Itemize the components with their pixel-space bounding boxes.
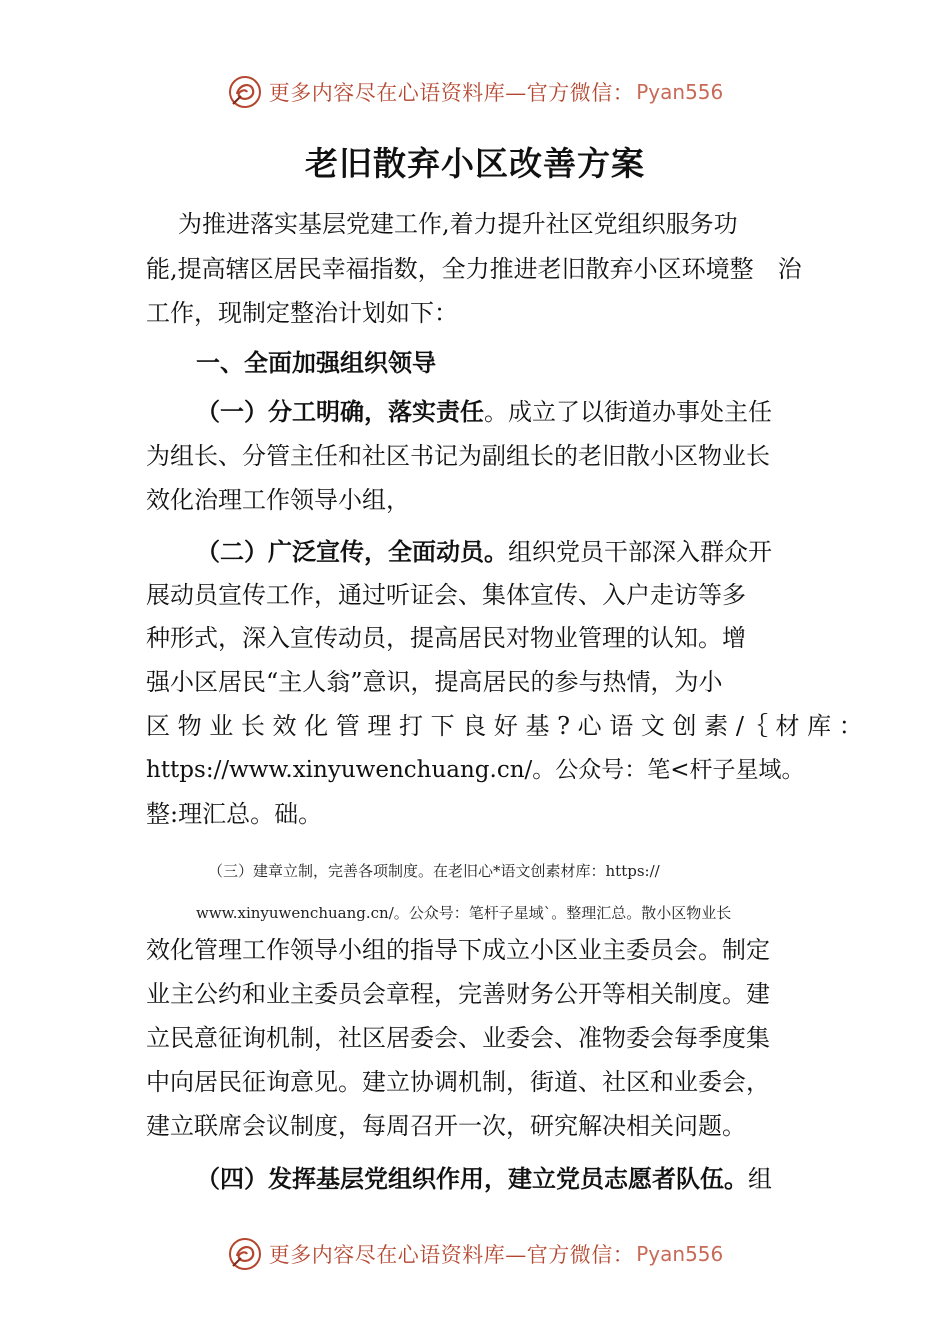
item-2-line-7: 整:理汇总。础。 — [146, 800, 323, 828]
item-2-line-2: 展动员宣传工作，通过听证会、集体宣传、入户走访等多 — [146, 581, 746, 609]
footer-banner — [0, 1232, 950, 1276]
item-2-line-1 — [196, 536, 772, 568]
item-2-text: 组织党员干部深入群众开 — [508, 538, 772, 566]
rose-logo-icon — [227, 74, 263, 110]
document-title: 老旧散弃小区改善方案 — [305, 144, 645, 183]
item-1-line-2: 为组长、分管主任和社区书记为副组长的老旧散小区物业长 — [146, 442, 770, 470]
item-4-line-1 — [196, 1163, 772, 1195]
item-2-line-6: https://www.xinyuwenchuang.cn/。公众号：笔<杆子星域。 — [146, 757, 805, 783]
rose-logo-icon — [227, 1236, 263, 1272]
item-2-line-5: 区 物 业 长 效 化 管 理 打 下 良 好 基 ? 心 语 文 创 素 /｛ 材 库 ： — [146, 712, 863, 740]
item-2-line-4: 强小区居民“主人翁”意识，提高居民的参与热情，为小 — [146, 668, 723, 696]
item-4-label: （四）发挥基层党组织作用，建立党员志愿者队伍。 — [196, 1165, 748, 1193]
banner-text: 更多内容尽在心语资料库—官方微信： — [268, 81, 635, 105]
item-3-line-4: 中向居民征询意见。建立协调机制，街道、社区和业委会， — [146, 1068, 770, 1096]
item-3-line-5: 建立联席会议制度，每周召开一次，研究解决相关问题。 — [146, 1112, 746, 1140]
intro-line-1: 为推进落实基层党建工作,着力提升社区党组织服务功 — [178, 210, 738, 238]
wechat-id: Pyan556 — [636, 80, 724, 104]
intro-line-3: 工作，现制定整治计划如下： — [146, 299, 458, 327]
item-2-line-3: 种形式，深入宣传动员，提高居民对物业管理的认知。增 — [146, 624, 746, 652]
item-3-line-1: 效化管理工作领导小组的指导下成立小区业主委员会。制定 — [146, 936, 770, 964]
item-1-line-1 — [196, 396, 772, 428]
header-banner — [0, 70, 950, 114]
item-3-line-2: 业主公约和业主委员会章程，完善财务公开等相关制度。建 — [146, 980, 770, 1008]
item-3-small-line-2: www.xinyuwenchuang.cn/。公众号：笔杆子星域`。整理汇总。散小区物业长 — [196, 904, 732, 922]
section-1-heading: 一、全面加强组织领导 — [196, 349, 436, 377]
item-3-line-3: 立民意征询机制，社区居委会、业委会、准物委会每季度集 — [146, 1024, 770, 1052]
item-4-text: 组 — [748, 1165, 772, 1193]
footer-banner-text: 更多内容尽在心语资料库—官方微信： — [268, 1243, 635, 1267]
item-1-line-3: 效化治理工作领导小组， — [146, 486, 410, 514]
item-2-label: （二）广泛宣传，全面动员。 — [196, 538, 508, 566]
footer-wechat-id: Pyan556 — [636, 1242, 724, 1266]
intro-line-2: 能,提高辖区居民幸福指数，全力推进老旧散弃小区环境整 治 — [146, 255, 802, 283]
item-3-small-line-1: （三）建章立制，完善各项制度。在老旧心*语文创素材库：https:// — [208, 862, 660, 880]
item-1-label: （一）分工明确，落实责任 — [196, 398, 484, 426]
item-1-text: 。成立了以街道办事处主任 — [484, 398, 772, 426]
